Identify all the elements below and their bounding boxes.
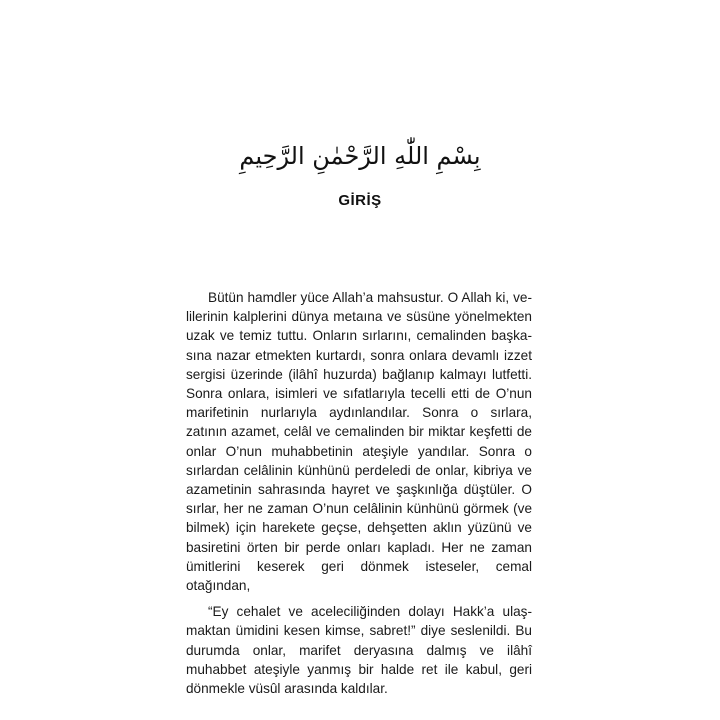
paragraph-1: Bütün hamdler yüce Allah’a mahsustur. O Allah ki, velilerinin kalplerini dünya metaına ve süsüne yönelmekten uzak ve temiz tuttu. Onların sırlarını, cemalinden başkasına nazar etmekten kurtardı, sonra onlara devamlı izzet sergisi üzerinde (ilâhî huzurda) bağlanıp kalmayı lutfetti. Sonra onlara, isimleri ve sıfatlarıyla tecelli etti de O’nun marifetinin nurlarıyla aydınlandılar. Sonra o sırlara, zatının azamet, celâl ve cemalinden bir miktar keşfetti de onlar O’nun muhabbetinin ateşiyle yandılar. Sonra o sırlardan celâlinin künhünü perdeledi de onlar, kibriya ve azametinin sahrasında hayret ve şaşkınlığa düştüler. O sırlar, her ne zaman O’nun celâlinin künhünü görmek (ve bilmek) için harekete geçse, dehşetten aklın yüzünü ve basiretini örten bir perde onları kapladı. Her ne zaman ümitlerini keserek geri dönmek isteseler, cemal otağından, bbox=[186, 290, 532, 594]
body-text bbox=[186, 288, 532, 698]
basmala: بِسْمِ اللّٰهِ الرَّحْمٰنِ الرَّحِيمِ bbox=[239, 142, 481, 170]
chapter-heading: GİRİŞ bbox=[338, 192, 382, 209]
paragraph-2: “Ey cehalet ve aceleciliğinden dolayı Hakk’a ulaşmaktan ümidini kesen kimse, sabret!” diye seslenildi. Bu durumda onlar, marifet deryasına dalmış ve ilâhî muhabbet ateşiyle yanmış bir halde ret ile kabul, geri dönmekle vüsûl arasında kaldılar. bbox=[186, 604, 532, 697]
